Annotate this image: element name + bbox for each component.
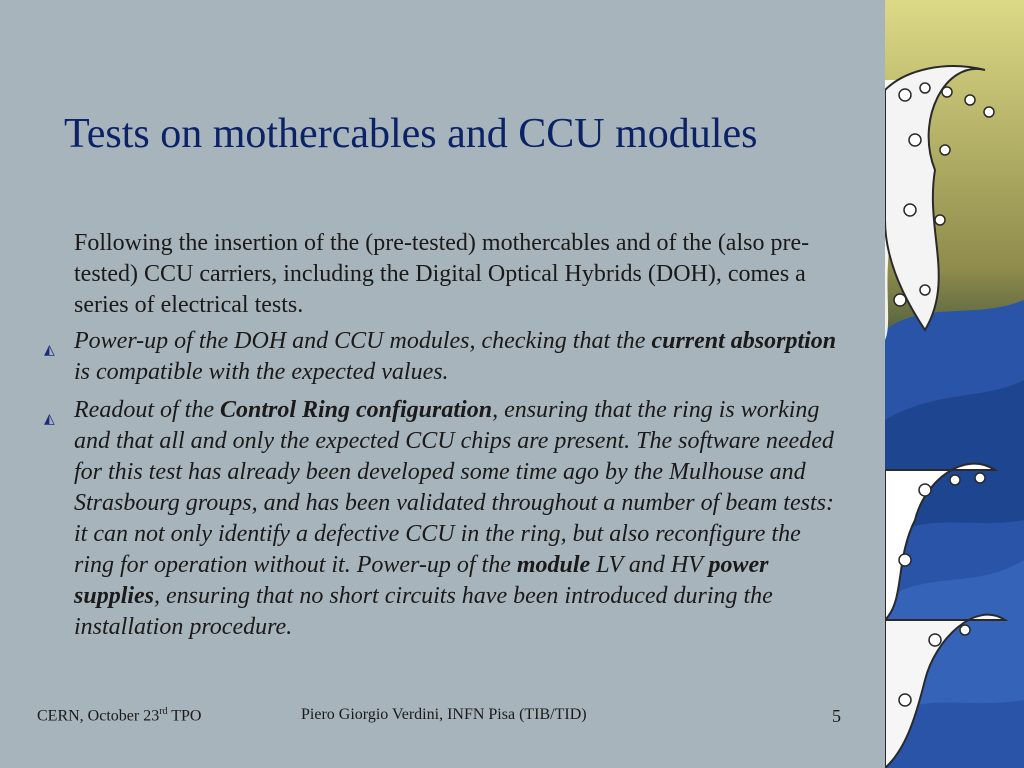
bullet2-bold-module: module bbox=[516, 552, 591, 578]
wave-decoration bbox=[885, 0, 1024, 768]
bullet2-text-end: , ensuring that no short circuits have been introduced during the installation procedure. bbox=[74, 583, 773, 640]
bullet2-text: Readout of the bbox=[74, 397, 220, 423]
bullet2-bold-control-ring: Control Ring configuration bbox=[219, 397, 493, 423]
bullet-power-up bbox=[44, 326, 844, 388]
bullet-marker-icon: ◭ bbox=[44, 343, 55, 358]
bullet2-text: LV and HV bbox=[590, 552, 709, 578]
footer-date-suffix: rd bbox=[159, 706, 168, 717]
bullet2-text: , ensuring that the ring is working and that all and only the expected CCU chips are present. The software needed for this test has already been developed some time ago by the Mulhouse and Strasbourg groups, and has been validated throughout a number of beam tests: it can not only identify a defective CCU in the ring, but also reconfigure the ring for operation without it. Power-up of the bbox=[74, 397, 834, 578]
slide-title: Tests on mothercables and CCU modules bbox=[64, 111, 758, 157]
footer-tpo: TPO bbox=[167, 707, 202, 725]
footer-author: Piero Giorgio Verdini, INFN Pisa (TIB/TID) bbox=[301, 706, 587, 723]
footer-left bbox=[37, 706, 201, 725]
bullet1-bold: current absorption bbox=[651, 328, 837, 354]
bullet-readout bbox=[44, 395, 844, 643]
bullet1-text: Power-up of the DOH and CCU modules, checking that the bbox=[74, 328, 652, 354]
bullet2-bold-power-supplies: power supplies bbox=[74, 552, 769, 609]
bullet-marker-icon: ◭ bbox=[44, 412, 55, 427]
intro-paragraph: Following the insertion of the (pre-tested) mothercables and of the (also pre-tested) CCU carriers, including the Digital Optical Hybrids (DOH), comes a series of electrical tests. bbox=[74, 230, 810, 318]
page-number: 5 bbox=[832, 706, 841, 726]
bullet1-text-end: is compatible with the expected values. bbox=[74, 359, 449, 385]
footer-date: CERN, October 23 bbox=[37, 707, 160, 725]
